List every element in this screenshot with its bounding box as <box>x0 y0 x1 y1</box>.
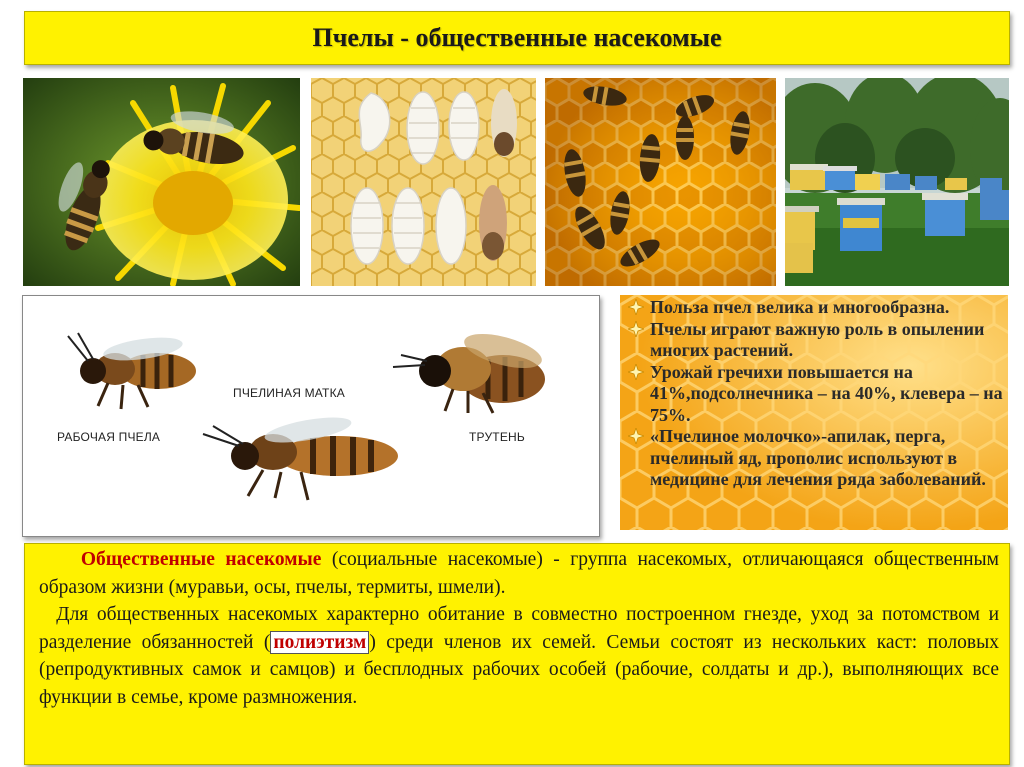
list-item <box>626 362 1004 427</box>
definition-text: Для общественных насекомых характерно обитание в совместно построенном гнезде, уход за потомством и разделение обязанностей ( <box>39 604 999 653</box>
bees-on-dandelion-photo <box>23 78 300 286</box>
bee-castes-diagram <box>22 295 600 537</box>
benefits-list <box>626 297 1004 491</box>
definition-text-box <box>24 543 1010 765</box>
benefit-text: «Пчелиное молочко»-апилак, перга, пчелиный яд, прополис используют в медицине для лечения ряда заболеваний. <box>650 426 986 489</box>
definition-paragraph-2 <box>25 601 1009 711</box>
list-item <box>626 297 1004 319</box>
term-polyethism: полиэтизм <box>270 631 369 654</box>
bee-benefits-panel <box>620 295 1008 530</box>
term-social-insects: Общественные насекомые <box>80 549 322 570</box>
list-item <box>626 426 1004 491</box>
apiary-photo <box>785 78 1009 286</box>
worker-bee-illustration <box>68 333 196 409</box>
benefit-text: Пчелы играют важную роль в опылении многих растений. <box>650 318 985 360</box>
slide-title-bar <box>24 11 1010 65</box>
queen-bee-illustration <box>203 413 398 500</box>
benefit-text: Польза пчел велика и многообразна. <box>650 297 950 317</box>
benefit-text: Урожай гречихи повышается на 41%,подсолнечника – на 40%, клевера – на 75%. <box>650 361 1003 425</box>
bee-larvae-photo <box>311 78 536 286</box>
definition-paragraph-1 <box>25 544 1009 601</box>
definition-text: ) среди членов их семей. Семьи состоят из нескольких каст: половых (репродуктивных самок и самцов) и бесплодных рабочих особей (рабочие, солдаты и др.), выполняющих все функции в семье, кроме размножения. <box>39 631 999 708</box>
star-bullet-icon <box>628 321 644 337</box>
bees-on-honeycomb-photo <box>545 78 776 286</box>
star-bullet-icon <box>628 428 644 444</box>
drone-bee-label: ТРУТЕНЬ <box>469 430 525 444</box>
slide-title: Пчелы - общественные насекомые <box>312 23 722 52</box>
drone-bee-illustration <box>393 327 545 413</box>
star-bullet-icon <box>628 299 644 315</box>
star-bullet-icon <box>628 364 644 380</box>
queen-bee-label: ПЧЕЛИНАЯ МАТКА <box>233 386 345 400</box>
worker-bee-label: РАБОЧАЯ ПЧЕЛА <box>57 430 161 444</box>
definition-text: (социальные насекомые) - группа насекомых, отличающаяся общественным образом жизни (муравьи, осы, пчелы, термиты, шмели). <box>39 549 1000 598</box>
list-item <box>626 319 1004 362</box>
